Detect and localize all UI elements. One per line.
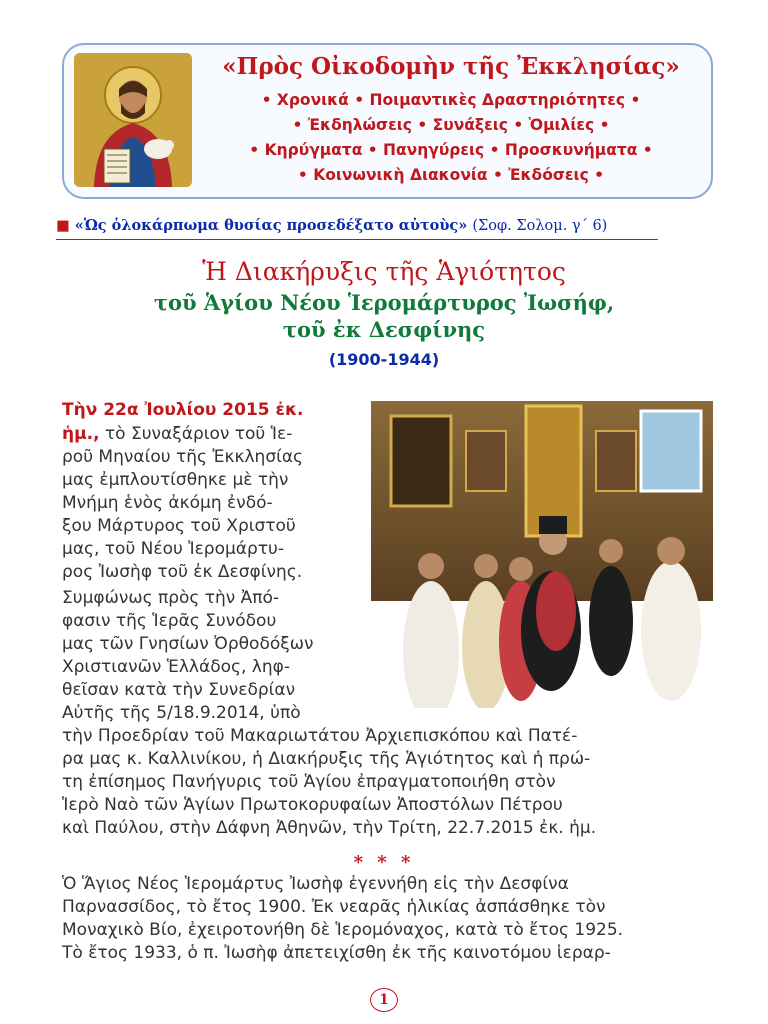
paragraph-1-line-5: Μνήμη ἑνὸς ἀκόμη ἐνδό- [62,493,273,513]
paragraph-3-line-3: Μοναχικὸ Βίο, ἐχειροτονήθη δὲ Ἱερομόναχος, κατὰ τὸ ἔτος 1925. [62,920,624,940]
article-subtitle-line-1: τοῦ Ἁγίου Νέου Ἱερομάρτυρος Ἰωσήφ, [153,290,615,315]
header-title: «Πρὸς Οἰκοδομὴν τῆς Ἐκκλησίας» [222,53,680,80]
paragraph-2-line-9: τη ἐπίσημος Πανήγυρις τοῦ Ἁγίου ἐπραγματοποιήθη στὸν [62,772,556,792]
quote-reference: (Σοφ. Σολομ. γ΄ 6) [472,218,608,234]
paragraph-1-line-4: μας ἐμπλουτίσθηκε μὲ τὴν [62,470,289,490]
paragraph-1-text: τὸ Συναξάριον τοῦ Ἱε- [99,424,293,444]
paragraph-2-line-6: Αὐτῆς τῆς 5/18.9.2014, ὑπὸ [62,703,301,723]
quote-divider [56,239,658,240]
article-subtitle-line-2: τοῦ ἐκ Δεσφίνης [282,317,486,342]
paragraph-2-line-3: μας τῶν Γνησίων Ὀρθοδόξων [62,634,314,654]
header-categories-line-2: • Ἐκδηλώσεις • Συνάξεις • Ὁμιλίες • [292,116,610,134]
paragraph-2-line-2: φασιν τῆς Ἱερᾶς Συνόδου [62,611,277,631]
quote-text: «Ὡς ὁλοκάρπωμα θυσίας προσεδέξατο αὐτοὺς» [74,217,468,234]
ceremony-photo [371,401,713,708]
article-title: Ἡ Διακήρυξις τῆς Ἁγιότητος [202,257,566,286]
paragraph-1-line-6: ξου Μάρτυρος τοῦ Χριστοῦ [62,516,296,536]
paragraph-1-lead-end: ἡμ., [62,424,100,444]
header-categories-line-4: • Κοινωνικὴ Διακονία • Ἐκδόσεις • [297,166,605,184]
paragraph-2-line-8: ρα μας κ. Καλλινίκου, ἡ Διακήρυξις τῆς Ἁγιότητος καὶ ἡ πρώ- [62,749,591,769]
paragraph-3-line-2: Παρνασσίδος, τὸ ἔτος 1900. Ἐκ νεαρᾶς ἡλικίας ἀσπάσθηκε τὸν [62,897,606,917]
paragraph-2-line-4: Χριστιανῶν Ἑλλάδος, ληφ- [62,657,290,677]
paragraph-2-line-5: θεῖσαν κατὰ τὴν Συνεδρίαν [62,680,296,700]
christ-icon-image [74,53,192,187]
paragraph-2-line-1: Συμφώνως πρὸς τὴν Ἀπό- [62,588,280,608]
paragraph-3-line-1: Ὁ Ἅγιος Νέος Ἱερομάρτυς Ἰωσὴφ ἐγεννήθη εἰς τὴν Δεσφίνα [62,874,569,894]
paragraph-1-line-1 [62,402,362,419]
quote-bullet: ■ [56,217,70,234]
scripture-quote [56,217,660,234]
paragraph-1-line-7: μας, τοῦ Νέου Ἱερομάρτυ- [62,539,284,559]
paragraph-1-lead: Τὴν 22α Ἰουλίου 2015 ἐκ. [62,400,304,420]
section-separator: * * * [353,852,415,873]
page-number: 1 [370,988,398,1012]
header-categories-line-1: • Χρονικά • Ποιμαντικὲς Δραστηριότητες • [261,91,641,109]
paragraph-2-line-10: Ἱερὸ Ναὸ τῶν Ἁγίων Πρωτοκορυφαίων Ἀποστόλων Πέτρου [62,795,563,815]
paragraph-2-line-7: τὴν Προεδρίαν τοῦ Μακαριωτάτου Ἀρχιεπισκόπου καὶ Πατέ- [62,726,578,746]
header-banner [62,43,713,199]
paragraph-3-line-4: Τὸ ἔτος 1933, ὁ π. Ἰωσὴφ ἀπετειχίσθη ἐκ τῆς καινοτόμου ἱεραρ- [62,943,611,963]
article-years: (1900-1944) [328,350,440,369]
paragraph-1-line-8: ρος Ἰωσὴφ τοῦ ἐκ Δεσφίνης. [62,562,303,582]
paragraph-1-line-3: ροῦ Μηναίου τῆς Ἐκκλησίας [62,447,304,467]
paragraph-1-line-2 [62,426,362,443]
header-categories-line-3: • Κηρύγματα • Πανηγύρεις • Προσκυνήματα • [249,141,653,159]
paragraph-2-line-11: καὶ Παύλου, στὴν Δάφνη Ἀθηνῶν, τὴν Τρίτη, 22.7.2015 ἐκ. ἡμ. [62,818,597,838]
